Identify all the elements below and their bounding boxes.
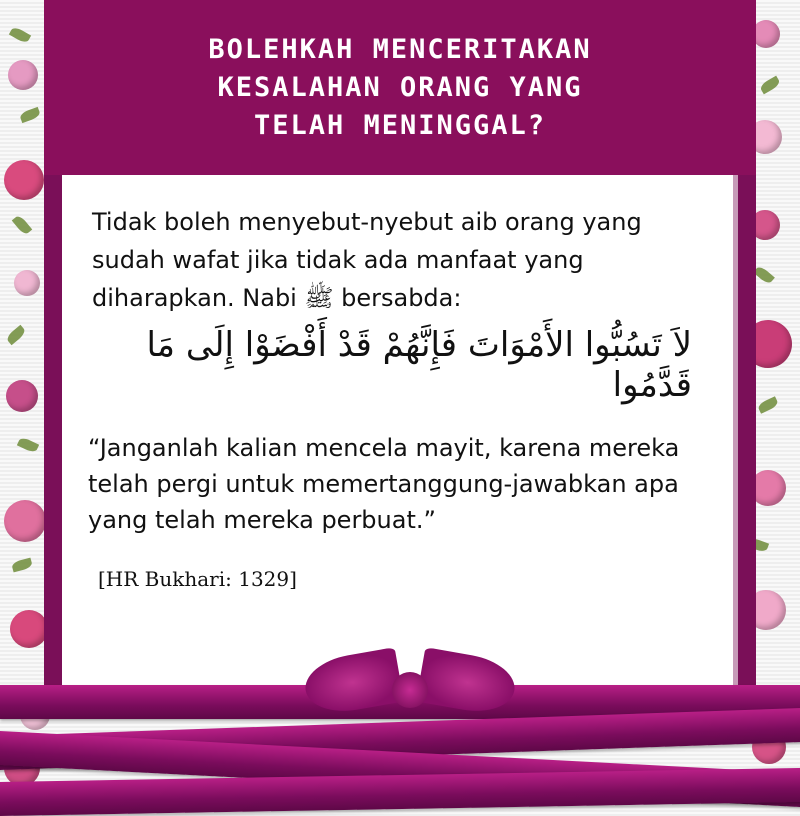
title-line-2: KESALAHAN ORANG YANG — [217, 71, 583, 103]
title-banner — [44, 0, 756, 175]
intro-paragraph: Tidak boleh menyebut-nyebut aib orang yang sudah wafat jika tidak ada manfaat yang diharapkan. Nabi ﷺ bersabda: — [92, 208, 642, 312]
hadith-source: [HR Bukhari: 1329] — [98, 567, 297, 591]
hadith-translation: “Janganlah kalian mencela mayit, karena mereka telah pergi untuk memertanggung-jawabkan apa yang telah mereka perbuat.” — [88, 434, 680, 534]
title-line-3: TELAH MENINGGAL? — [253, 109, 547, 141]
content-card — [62, 175, 738, 695]
arabic-hadith-text: لاَ تَسُبُّوا الأَمْوَاتَ فَإِنَّهُمْ قَدْ أَفْضَوْا إِلَى مَا قَدَّمُوا — [146, 325, 692, 405]
ribbon-bow-icon — [392, 672, 428, 708]
purple-side-strip-left — [44, 150, 62, 710]
title-line-1: BOLEHKAH MENCERITAKAN — [208, 33, 592, 65]
purple-side-strip-right — [738, 150, 756, 710]
